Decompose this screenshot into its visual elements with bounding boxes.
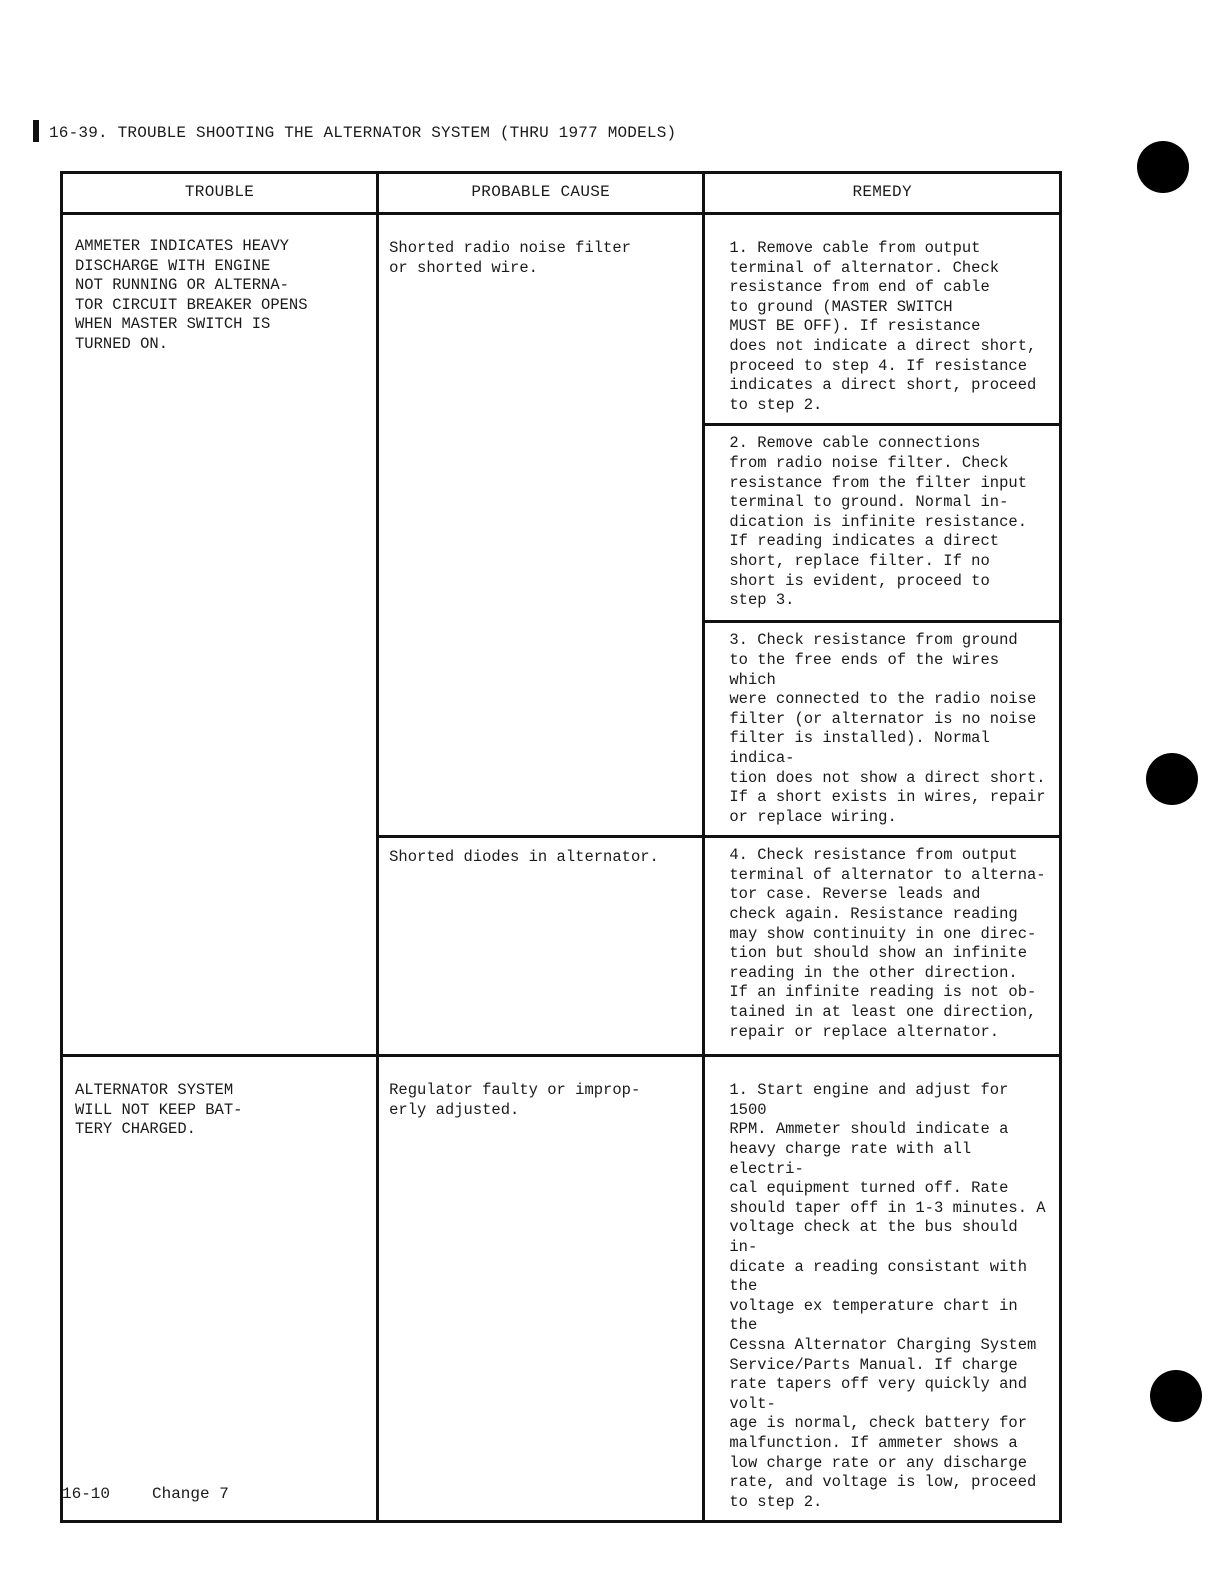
remedy-cell	[704, 1056, 1061, 1522]
troubleshooting-table	[60, 171, 1062, 1523]
remedy-cell	[704, 837, 1061, 1056]
remedy-text: 2. Remove cable connections from radio noise filter. Check resistance from the filter input terminal to ground. Normal in- dication is infinite resistance. If reading indicates a direct short, replace filter. If no short is evident, proceed to step 3.	[729, 434, 1027, 610]
trouble-text: ALTERNATOR SYSTEM WILL NOT KEEP BAT- TERY CHARGED.	[75, 1081, 243, 1139]
remedy-text: 4. Check resistance from output terminal of alternator to alterna- tor case. Reverse leads and check again. Resistance reading may show continuity in one direc- tion but should show an infinite reading in the other direction. If an infinite reading is not ob- tained in at least one direction, repair or replace alternator.	[729, 846, 1046, 1041]
remedy-cell	[704, 622, 1061, 837]
column-header-trouble: TROUBLE	[62, 173, 378, 214]
remedy-cell	[704, 425, 1061, 622]
probable-cause-text: Regulator faulty or improp- erly adjusted.	[389, 1081, 641, 1119]
probable-cause-cell	[378, 214, 704, 837]
binder-hole-top	[1137, 141, 1189, 193]
binder-hole-middle	[1146, 753, 1198, 805]
trouble-cell	[62, 1056, 378, 1522]
remedy-text: 1. Start engine and adjust for 1500 RPM. Ammeter should indicate a heavy charge rate with all electri- cal equipment turned off. Rate should taper off in 1-3 minutes. A voltage check at the bus should in- dicate a reading consistant with the voltage ex temperature chart in the Cessna Alternator Charging System Service/Parts Manual. If charge rate tapers off very quickly and volt- age is normal, check battery for malfunction. If ammeter shows a low charge rate or any discharge rate, and voltage is low, proceed to step 2.	[729, 1081, 1046, 1511]
trouble-text: AMMETER INDICATES HEAVY DISCHARGE WITH ENGINE NOT RUNNING OR ALTERNA- TOR CIRCUIT BREAKER OPENS WHEN MASTER SWITCH IS TURNED ON.	[75, 237, 308, 353]
probable-cause-text: Shorted diodes in alternator.	[389, 848, 659, 867]
column-header-probable-cause: PROBABLE CAUSE	[378, 173, 704, 214]
remedy-cell	[704, 214, 1061, 425]
binder-hole-bottom	[1150, 1370, 1202, 1422]
revision-bar	[33, 120, 39, 142]
page-number: 16-10	[62, 1485, 111, 1503]
trouble-cell	[62, 214, 378, 1056]
page-title	[33, 120, 676, 142]
probable-cause-cell	[378, 1056, 704, 1522]
change-number: Change 7	[152, 1485, 229, 1503]
table-header-row	[62, 173, 1061, 214]
remedy-text: 1. Remove cable from output terminal of alternator. Check resistance from end of cable to ground (MASTER SWITCH MUST BE OFF). If resistance does not indicate a direct short, proceed to step 4. If resistance indicates a direct short, proceed to step 2.	[729, 239, 1037, 414]
column-header-remedy: REMEDY	[704, 173, 1061, 214]
probable-cause-cell	[378, 837, 704, 1056]
table-row	[62, 214, 1061, 425]
page-title-text: 16-39. TROUBLE SHOOTING THE ALTERNATOR SYSTEM (THRU 1977 MODELS)	[49, 124, 677, 142]
probable-cause-text: Shorted radio noise filter or shorted wire.	[389, 239, 631, 277]
remedy-text: 3. Check resistance from ground to the free ends of the wires which were connected to the radio noise filter (or alternator is no noise filter is installed). Normal indica- tion does not show a direct short. If a short exists in wires, repair or replace wiring.	[729, 631, 1046, 826]
table-row	[62, 1056, 1061, 1522]
